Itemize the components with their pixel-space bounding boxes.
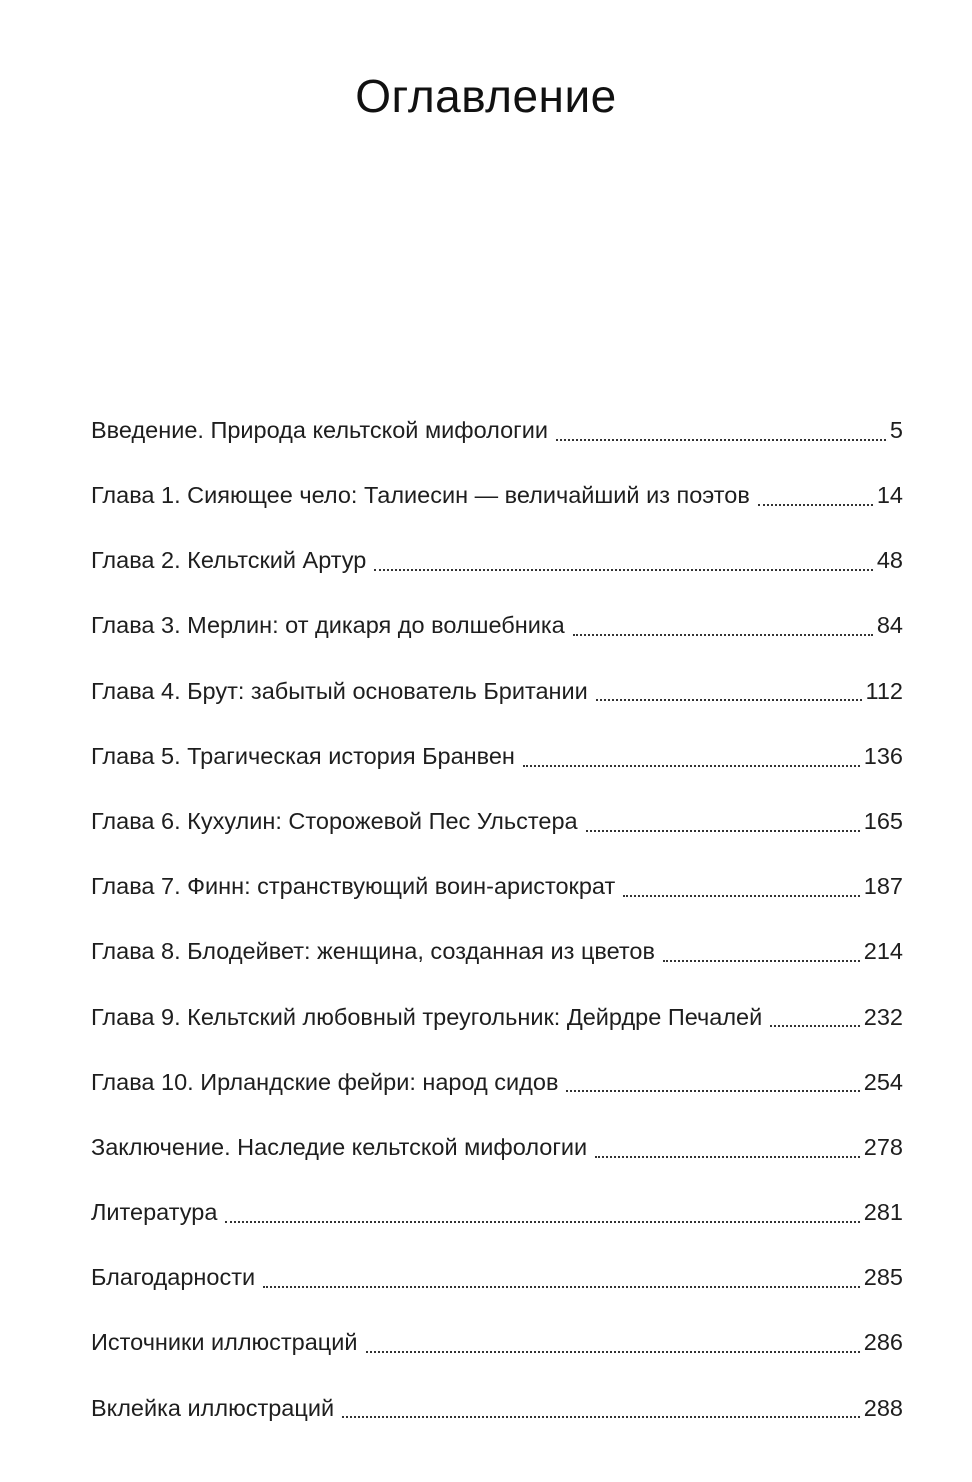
table-of-contents <box>91 398 903 1441</box>
dot-leader <box>595 1134 860 1158</box>
page-title: Оглавление <box>355 69 617 122</box>
dot-leader <box>573 612 873 636</box>
toc-entry-chapter-8[interactable] <box>91 920 903 985</box>
toc-entry-title: Глава 3. Мерлин: от дикаря до волшебника <box>91 612 565 639</box>
dot-leader <box>663 938 860 962</box>
toc-entry-chapter-3[interactable] <box>91 594 903 659</box>
dot-leader <box>374 547 873 571</box>
toc-entry-page: 112 <box>865 677 903 704</box>
toc-entry-introduction[interactable] <box>91 398 903 463</box>
toc-entry-page: 48 <box>876 547 903 574</box>
toc-entry-title: Благодарности <box>91 1264 256 1291</box>
toc-entry-page: 254 <box>863 1068 903 1095</box>
toc-entry-page: 5 <box>889 416 903 443</box>
dot-leader <box>566 1068 859 1092</box>
dot-leader <box>366 1329 860 1353</box>
toc-entry-illustration-insert[interactable] <box>91 1376 903 1441</box>
toc-entry-page: 136 <box>863 742 903 769</box>
toc-entry-title: Глава 9. Кельтский любовный треугольник: Дейрдре Печалей <box>91 1003 763 1030</box>
dot-leader <box>770 1003 860 1027</box>
toc-entry-title: Глава 7. Финн: странствующий воин-аристократ <box>91 873 616 900</box>
toc-entry-title: Глава 2. Кельтский Артур <box>91 547 367 574</box>
dot-leader <box>225 1199 859 1223</box>
toc-entry-chapter-1[interactable] <box>91 463 903 528</box>
toc-entry-page: 286 <box>863 1329 903 1356</box>
toc-entry-chapter-4[interactable] <box>91 659 903 724</box>
toc-entry-page: 84 <box>876 612 903 639</box>
dot-leader <box>758 482 873 506</box>
toc-entry-chapter-10[interactable] <box>91 1050 903 1115</box>
toc-entry-page: 165 <box>863 807 903 834</box>
toc-entry-page: 288 <box>863 1394 903 1421</box>
dot-leader <box>523 743 860 767</box>
toc-entry-title: Глава 10. Ирландские фейри: народ сидов <box>91 1068 559 1095</box>
toc-entry-page: 285 <box>863 1264 903 1291</box>
dot-leader <box>586 808 860 832</box>
toc-entry-chapter-7[interactable] <box>91 854 903 919</box>
toc-entry-page: 187 <box>863 873 903 900</box>
toc-entry-page: 232 <box>863 1003 903 1030</box>
toc-entry-acknowledgements[interactable] <box>91 1245 903 1310</box>
toc-entry-chapter-9[interactable] <box>91 985 903 1050</box>
toc-entry-title: Заключение. Наследие кельтской мифологии <box>91 1133 588 1160</box>
dot-leader <box>556 417 886 441</box>
toc-entry-chapter-2[interactable] <box>91 528 903 593</box>
dot-leader <box>623 873 860 897</box>
toc-entry-page: 281 <box>863 1199 903 1226</box>
toc-entry-chapter-6[interactable] <box>91 789 903 854</box>
toc-entry-title: Глава 5. Трагическая история Бранвен <box>91 742 515 769</box>
toc-entry-chapter-5[interactable] <box>91 724 903 789</box>
toc-entry-title: Вклейка иллюстраций <box>91 1394 335 1421</box>
toc-entry-conclusion[interactable] <box>91 1115 903 1180</box>
dot-leader <box>263 1264 860 1288</box>
toc-entry-literature[interactable] <box>91 1180 903 1245</box>
dot-leader <box>342 1394 860 1418</box>
toc-entry-illustration-sources[interactable] <box>91 1311 903 1376</box>
toc-entry-page: 278 <box>863 1133 903 1160</box>
toc-entry-page: 14 <box>876 482 903 509</box>
toc-entry-title: Глава 6. Кухулин: Сторожевой Пес Ульстера <box>91 807 578 834</box>
toc-entry-title: Глава 8. Блодейвет: женщина, созданная из цветов <box>91 938 655 965</box>
toc-entry-title: Литература <box>91 1199 218 1226</box>
toc-entry-page: 214 <box>863 938 903 965</box>
dot-leader <box>596 677 862 701</box>
toc-entry-title: Глава 1. Сияющее чело: Талиесин — величайший из поэтов <box>91 482 750 509</box>
toc-entry-title: Глава 4. Брут: забытый основатель Британии <box>91 677 588 704</box>
toc-entry-title: Источники иллюстраций <box>91 1329 358 1356</box>
toc-entry-title: Введение. Природа кельтской мифологии <box>91 416 548 443</box>
